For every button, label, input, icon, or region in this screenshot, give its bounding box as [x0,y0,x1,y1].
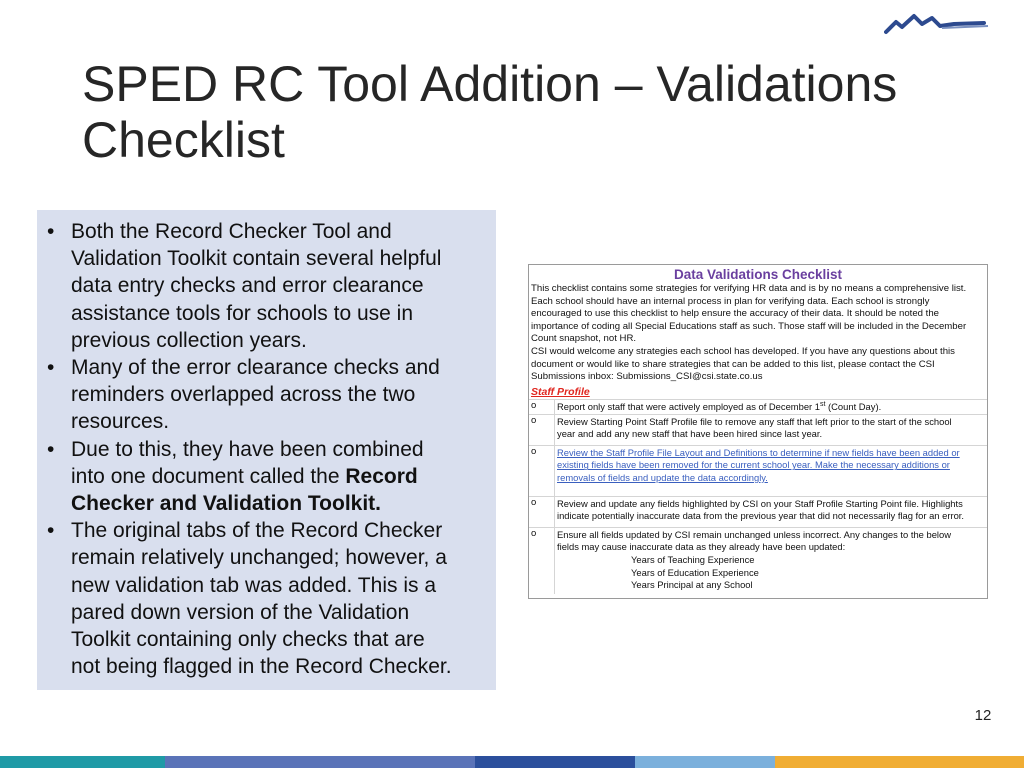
bullet-list [47,218,486,680]
bullet-line: Validation Toolkit contain several helpful [71,247,442,271]
intro-line: Count snapshot, not HR. [531,333,637,345]
bullet-line: assistance tools for schools to use in [71,301,414,325]
checklist-intro [529,283,987,384]
checklist-bullet: o [529,528,555,594]
stripe-segment [775,756,1024,768]
mountain-logo-icon [884,10,996,36]
page-number: 12 [974,707,992,724]
stripe-segment [0,756,165,768]
row-line: removals of fields and update the data accordingly. [557,471,768,483]
title-line-2: Checklist [82,112,285,168]
bullet-line: The original tabs of the Record Checker [71,519,443,543]
bullet-line: previous collection years. [71,328,307,352]
bullet-line: Toolkit containing only checks that are [71,628,425,652]
field-name: Years Principal at any School [631,579,753,591]
row-line: Review and update any fields highlighted by CSI on your Staff Profile Starting Point file. Highlights [557,497,963,509]
bullet-line: data entry checks and error clearance [71,274,424,298]
checklist-item-text [555,497,987,527]
bullet-line: not being flagged in the Record Checker. [71,655,452,679]
bullet-dot-icon: • [47,437,55,461]
field-name: Years of Teaching Experience [631,553,755,565]
intro-line: Each school should have an internal process in plan for verifying data. Each school is strongly [531,295,930,307]
footer-color-stripe [0,756,1024,768]
bullet-text: into one document called the [71,464,346,488]
bullet-item-4 [47,517,486,680]
intro-line: encouraged to use this checklist to help ensure the accuracy of their data. It should be noted the [531,308,939,320]
bullet-line: resources. [71,410,170,434]
checklist-bullet: o [529,446,555,496]
checklist-item-link[interactable] [555,446,987,496]
checklist-bullet: o [529,400,555,414]
ordinal-suffix: st [819,400,826,408]
title-line-1: SPED RC Tool Addition – Validations [82,56,898,112]
checklist-item-text [555,528,987,594]
row-line: Report only staff that were actively employed as of December 1 [557,400,820,412]
bold-document-name: Record [345,464,418,488]
checklist-title: Data Validations Checklist [673,267,843,282]
bullet-dot-icon: • [47,519,55,543]
bullet-dot-icon: • [47,220,55,243]
bullet-line: reminders overlapped across the two [71,383,416,407]
bullet-item-2 [47,354,486,436]
row-line: indicate potentially inaccurate data from the previous year that did not necessarily flag for an error. [557,510,964,522]
bullet-line: Due to this, they have been combined [71,437,424,461]
checklist-row [529,446,987,497]
checklist-screenshot [528,264,988,599]
bold-document-name: Checker and Validation Toolkit. [71,492,382,516]
bullet-textbox [37,210,496,690]
intro-line: CSI would welcome any strategies each school has developed. If you have any questions about this [531,345,955,357]
row-line: Ensure all fields updated by CSI remain unchanged unless incorrect. Any changes to the below [557,528,951,540]
slide-title [82,56,982,168]
intro-line: importance of coding all Special Educations staff as such. Those staff will be included in the December [531,320,967,332]
bullet-item-3 [47,436,486,518]
bullet-dot-icon: • [47,356,55,380]
checklist-item-text [555,415,987,445]
stripe-segment [475,756,635,768]
checklist-row [529,415,987,446]
row-line: fields may cause inaccurate data as they already have been updated: [557,541,846,553]
intro-line: Submissions inbox: Submissions_CSI@csi.state.co.us [531,371,763,383]
section-header-staff-profile: Staff Profile [529,385,987,400]
bullet-line [71,490,486,517]
bullet-line [71,463,486,490]
bullet-item-1 [47,218,486,354]
row-line: Review Starting Point Staff Profile file to remove any staff that left prior to the start of the school [557,415,952,427]
bullet-line: Both the Record Checker Tool and [71,220,392,243]
checklist-bullet: o [529,415,555,445]
stripe-segment [635,756,775,768]
checklist-row [529,497,987,528]
stripe-segment [165,756,475,768]
row-line: Review the Staff Profile File Layout and Definitions to determine if new fields have been added or [557,446,960,458]
bullet-line: pared down version of the Validation [71,600,410,624]
bullet-line: Many of the error clearance checks and [71,356,440,380]
checklist-row [529,528,987,594]
checklist-item-text [555,400,987,414]
checklist-bullet: o [529,497,555,527]
intro-line: document or would like to share strategies that can be added to this list, please contact the CSI [531,358,935,370]
bullet-line: new validation tab was added. This is a [71,573,436,597]
bullet-line: remain relatively unchanged; however, a [71,546,447,570]
field-name: Years of Education Experience [631,566,759,578]
row-line: (Count Day). [825,400,882,412]
intro-line: This checklist contains some strategies for verifying HR data and is by no means a comprehensive list. [531,283,967,294]
row-line: existing fields have been removed for the current school year. Make the necessary additions or [557,459,950,471]
checklist-row [529,400,987,415]
row-line: year and add any new staff that have been hired since last year. [557,428,823,440]
